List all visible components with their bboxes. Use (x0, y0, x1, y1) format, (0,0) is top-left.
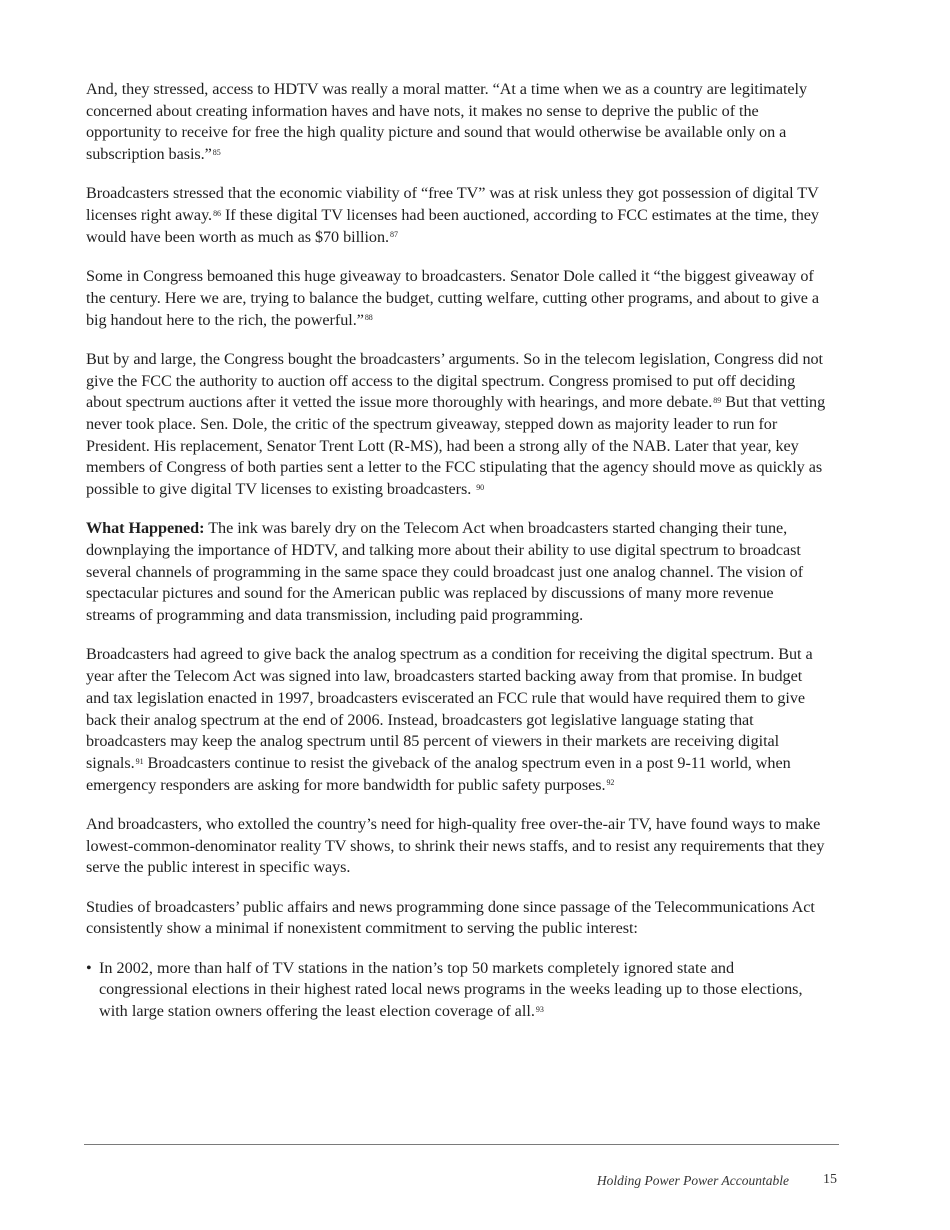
footnote-ref[interactable]: 90 (476, 482, 485, 492)
footnote-ref[interactable]: 93 (535, 1004, 544, 1014)
footnote-ref[interactable]: 85 (212, 147, 221, 157)
paragraph: Some in Congress bemoaned this huge giveaway to broadcasters. Senator Dole called it “the biggest giveaway of the century. Here we are, trying to balance the budget, cutting welfare, cutting other programs, and about to give a big handout here to the rich, the powerful.”$^{88}$ (86, 267, 820, 329)
section-lead: What Happened: (86, 519, 205, 538)
footer-title: Holding Power Power Accountable (596, 1173, 789, 1188)
paragraph: Broadcasters stressed that the economic viability of “free TV” was at risk unless they got possession of digital TV licenses right away.$^{86}$ If these digital TV licenses had been auctioned, according to FCC estimates at the time, they would have been worth as much as $70 billion.$^{87}$ (86, 184, 819, 246)
list-item-text: In 2002, more than half of TV stations in the nation’s top 50 markets completely ignored state and congressional elections in their highest rated local news programs in the weeks leading up to those elections, with large station owners offering the least election coverage of all.$^{93}$ (99, 958, 803, 1021)
page-number: 15 (823, 1172, 837, 1187)
document-body (86, 79, 826, 1023)
footnote-ref[interactable]: 87 (390, 230, 398, 240)
paragraph: Broadcasters had agreed to give back the analog spectrum as a condition for receiving the digital spectrum. But a year after the Telecom Act was signed into law, broadcasters started backing away from that promise. In budget and tax legislation enacted in 1997, broadcasters eviscerated an FCC rule that would have required them to give back their analog spectrum at the end of 2006. Instead, broadcasters got legislative language stating that broadcasters may keep the analog spectrum until 85 percent of viewers in their markets are receiving digital signals.$^{91}$ Broadcasters continue to resist the giveback of the analog spectrum even in a post 9-11 world, when emergency responders are asking for more bandwidth for public safety purposes.$^{92}$ (86, 645, 813, 794)
list-item (86, 958, 826, 1023)
paragraph: And, they stressed, access to HDTV was really a moral matter. “At a time when we as a country are legitimately concerned about creating information haves and have nots, it makes no sense to deprive the public of the opportunity to receive for free the high quality picture and sound that would otherwise be available only on a subscription basis.”$^{85}$ (86, 80, 808, 164)
footer-divider (84, 1144, 839, 1145)
footnote-ref[interactable]: 91 (135, 756, 144, 766)
paragraph: But by and large, the Congress bought the broadcasters’ arguments. So in the telecom legislation, Congress did not give the FCC the authority to auction off access to the digital spectrum. Congress promised to put off deciding about spectrum auctions after it vetted the issue more thoroughly with hearings, and more debate.$^{89}$ But that vetting never took place. Sen. Dole, the critic of the spectrum giveaway, stepped down as majority leader to run for President. His replacement, Senator Trent Lott (R-MS), had been a strong ally of the NAB. Later that year, key members of Congress of both parties sent a letter to the FCC stipulating that the agency should move as quickly as possible to give digital TV licenses to existing broadcasters. $^{90}$ (86, 349, 826, 499)
paragraph: And broadcasters, who extolled the country’s need for high-quality free over-the-air TV, have found ways to make lowest-common-denominator reality TV shows, to shrink their news staffs, and to resist any requirements that they serve the public interest in specific ways. (86, 814, 825, 877)
bullet-icon: • (86, 958, 92, 977)
footnote-ref[interactable]: 88 (364, 313, 373, 323)
paragraph: Studies of broadcasters’ public affairs and news programming done since passage of the Telecommunications Act consistently show a minimal if nonexistent commitment to serving the public interest: (86, 897, 815, 938)
footnote-ref[interactable]: 92 (606, 778, 615, 788)
footnote-ref[interactable]: 86 (213, 208, 221, 218)
paragraph: What Happened: The ink was barely dry on the Telecom Act when broadcasters started changing their tune, downplaying the importance of HDTV, and talking more about their ability to use digital spectrum to broadcast several channels of programming in the same space they could broadcast just one analog channel. The vision of spectacular pictures and sound for the American public was replaced by discussions of many more revenue streams of programming and data transmission, including paid programming. (86, 519, 804, 625)
footnote-ref[interactable]: 89 (713, 395, 722, 405)
